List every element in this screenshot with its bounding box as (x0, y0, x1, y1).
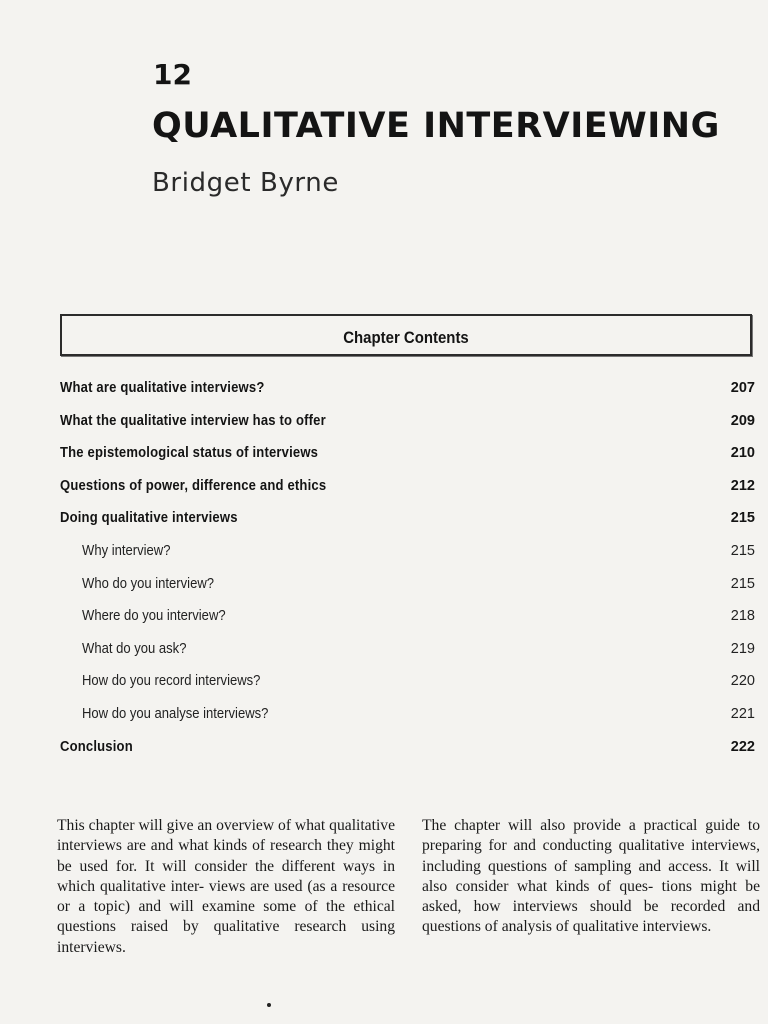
toc-entry-page: 215 (730, 542, 755, 559)
toc-entry (60, 380, 755, 413)
toc-entry-page: 210 (730, 445, 755, 462)
intro-paragraph-right: The chapter will also provide a practical guide to preparing for and conducting qualitative interviews, including questions of sampling and access. It will also consider what kinds of ques- tions might be asked, how interviews should be recorded and questions of analysis of qualitative interviews. (422, 817, 760, 936)
toc-entry-page: 218 (730, 608, 755, 625)
toc-entry-page: 219 (730, 640, 755, 657)
toc-entry-page: 209 (730, 412, 755, 429)
toc-entry (60, 445, 755, 478)
toc-entry-title: The epistemological status of interviews (60, 445, 319, 462)
toc-entry (60, 673, 755, 706)
table-of-contents (60, 380, 755, 771)
chapter-title: QUALITATIVE INTERVIEWING (152, 106, 720, 146)
toc-entry (60, 608, 755, 641)
toc-entry (60, 543, 755, 576)
toc-entry-title: How do you record interviews? (82, 673, 261, 690)
toc-entry-page: 221 (730, 705, 755, 722)
toc-entry-page: 222 (730, 738, 755, 755)
contents-header-box (60, 314, 752, 356)
toc-entry (60, 739, 755, 772)
toc-entry-page: 220 (730, 673, 755, 690)
toc-entry-title: What the qualitative interview has to offer (60, 412, 326, 429)
chapter-number: 12 (153, 58, 192, 91)
chapter-author: Bridget Byrne (152, 168, 339, 198)
toc-entry (60, 478, 755, 511)
toc-entry-title: Questions of power, difference and ethics (60, 477, 327, 494)
contents-heading: Chapter Contents (343, 328, 469, 347)
toc-entry-title: Conclusion (60, 738, 133, 755)
toc-entry-title: What do you ask? (82, 640, 187, 657)
toc-entry-page: 207 (730, 380, 755, 396)
toc-entry-title: Doing qualitative interviews (60, 510, 238, 527)
print-speck (267, 1003, 271, 1007)
toc-entry-page: 215 (730, 510, 755, 527)
toc-entry (60, 576, 755, 609)
intro-paragraph-left: This chapter will give an overview of what qualitative interviews are and what kinds of research they might be used for. It will consider the different ways in which qualitative inter- views are used (as a resource or a topic) and will examine some of the ethical questions raised by qualitative research using interviews. (57, 817, 395, 956)
toc-entry-title: Where do you interview? (82, 608, 226, 625)
toc-entry-title: What are qualitative interviews? (60, 380, 265, 396)
toc-entry-page: 212 (730, 477, 755, 494)
toc-entry (60, 510, 755, 543)
toc-entry (60, 706, 755, 739)
toc-entry (60, 413, 755, 446)
toc-entry-page: 215 (730, 575, 755, 592)
toc-entry (60, 641, 755, 674)
toc-entry-title: Who do you interview? (82, 575, 215, 592)
toc-entry-title: How do you analyse interviews? (82, 705, 269, 722)
toc-entry-title: Why interview? (82, 542, 171, 559)
